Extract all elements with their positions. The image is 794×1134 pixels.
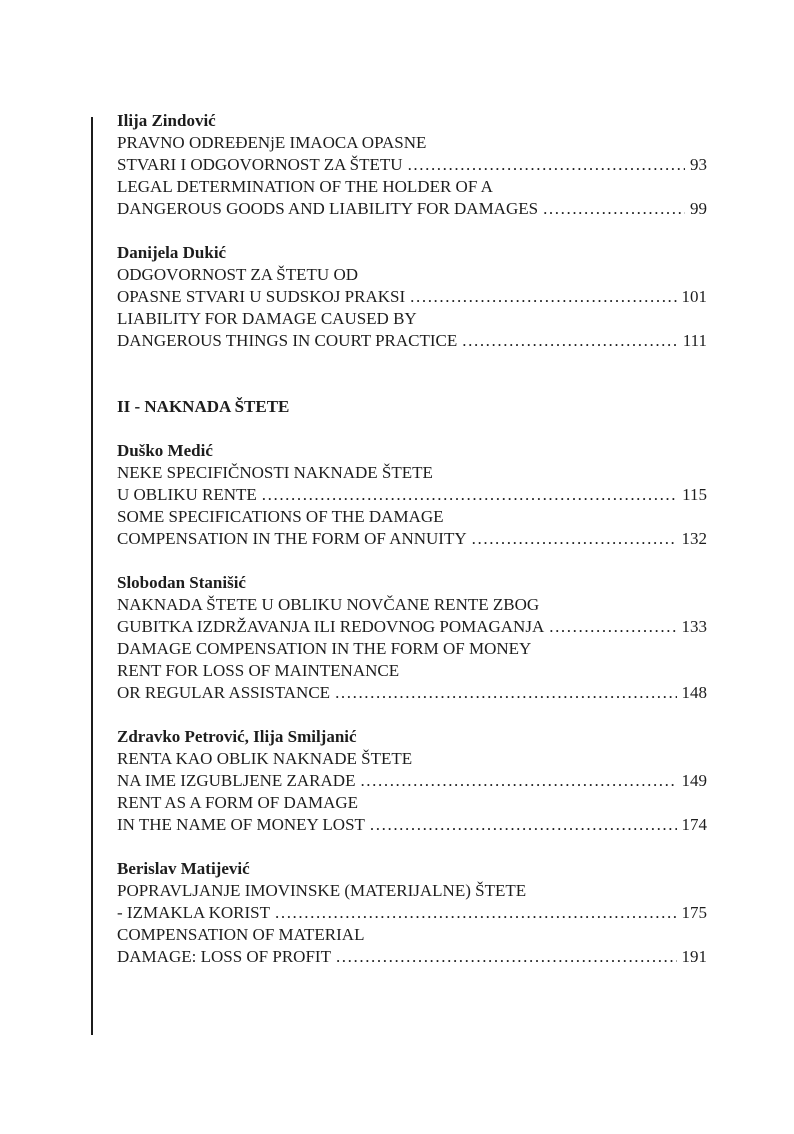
entry-authors: Berislav Matijević [117, 859, 250, 878]
left-margin-rule [91, 117, 93, 1035]
title-text: SOME SPECIFICATIONS OF THE DAMAGE [117, 507, 444, 526]
title-text: ODGOVORNOST ZA ŠTETU OD [117, 265, 358, 284]
page-number: 93 [690, 155, 707, 174]
title-text: COMPENSATION IN THE FORM OF ANNUITY [117, 529, 467, 548]
dot-leader [543, 198, 685, 220]
entry-authors: Duško Medić [117, 441, 213, 460]
title-text: NA IME IZGUBLJENE ZARADE [117, 771, 356, 790]
page-number: 115 [682, 485, 707, 504]
title-text: OPASNE STVARI U SUDSKOJ PRAKSI [117, 287, 406, 306]
entry-authors: Danijela Dukić [117, 243, 227, 262]
page-number: 174 [681, 815, 707, 834]
title-text: RENTA KAO OBLIK NAKNADE ŠTETE [117, 749, 413, 768]
dot-leader [549, 616, 676, 638]
entry-title-line [117, 682, 707, 704]
page-number: 133 [681, 617, 707, 636]
entry-title-line [117, 638, 707, 660]
title-text: PRAVNO ODREĐENjE IMAOCA OPASNE [117, 133, 427, 152]
entry-title-line [117, 880, 707, 902]
entry-title-line [117, 132, 707, 154]
page-number: 175 [681, 903, 707, 922]
entry-title-line [117, 814, 707, 836]
title-text: - IZMAKLA KORIST [117, 903, 270, 922]
toc-entry [117, 440, 707, 550]
entry-authors: Ilija Zindović [117, 111, 216, 130]
dot-leader [360, 770, 676, 792]
page-number: 99 [690, 199, 707, 218]
title-text: RENT AS A FORM OF DAMAGE [117, 793, 359, 812]
title-text: DANGEROUS THINGS IN COURT PRACTICE [117, 331, 458, 350]
title-text: STVARI I ODGOVORNOST ZA ŠTETU [117, 155, 403, 174]
page-number: 191 [681, 947, 707, 966]
entry-title-line [117, 924, 707, 946]
entry-title-line [117, 616, 707, 638]
dot-leader [275, 902, 677, 924]
title-text: GUBITKA IZDRŽAVANJA ILI REDOVNOG POMAGANJA [117, 617, 545, 636]
toc-entry [117, 242, 707, 352]
entry-title-line [117, 902, 707, 924]
entry-title-line [117, 330, 707, 352]
title-text: RENT FOR LOSS OF MAINTENANCE [117, 661, 400, 680]
page-number: 148 [681, 683, 707, 702]
title-text: U OBLIKU RENTE [117, 485, 257, 504]
title-text: COMPENSATION OF MATERIAL [117, 925, 365, 944]
title-text: IN THE NAME OF MONEY LOST [117, 815, 365, 834]
title-text: LEGAL DETERMINATION OF THE HOLDER OF A [117, 177, 493, 196]
entry-title-line [117, 198, 707, 220]
dot-leader [370, 814, 677, 836]
title-text: NEKE SPECIFIČNOSTI NAKNADE ŠTETE [117, 463, 433, 482]
dot-leader [262, 484, 677, 506]
title-text: DAMAGE: LOSS OF PROFIT [117, 947, 331, 966]
entry-title-line [117, 506, 707, 528]
dot-leader [336, 946, 677, 968]
entry-title-line [117, 792, 707, 814]
dot-leader [408, 154, 685, 176]
entry-title-line [117, 594, 707, 616]
entry-title-line [117, 154, 707, 176]
page-number: 132 [681, 529, 707, 548]
entry-title-line [117, 528, 707, 550]
dot-leader [462, 330, 677, 352]
toc-content [117, 110, 707, 968]
page-number: 149 [681, 771, 707, 790]
entry-title-line [117, 748, 707, 770]
dot-leader [472, 528, 677, 550]
toc-entry [117, 110, 707, 220]
toc-entry [117, 572, 707, 704]
page-number: 101 [681, 287, 707, 306]
entry-title-line [117, 308, 707, 330]
entry-title-line [117, 660, 707, 682]
entry-title-line [117, 264, 707, 286]
toc-entry [117, 858, 707, 968]
toc-entry [117, 726, 707, 836]
title-text: DANGEROUS GOODS AND LIABILITY FOR DAMAGES [117, 199, 539, 218]
title-text: POPRAVLJANJE IMOVINSKE (MATERIJALNE) ŠTETE [117, 881, 527, 900]
entry-title-line [117, 946, 707, 968]
title-text: NAKNADA ŠTETE U OBLIKU NOVČANE RENTE ZBOG [117, 595, 540, 614]
entry-title-line [117, 176, 707, 198]
entry-authors: Slobodan Stanišić [117, 573, 246, 592]
title-text: OR REGULAR ASSISTANCE [117, 683, 331, 702]
entry-authors: Zdravko Petrović, Ilija Smiljanić [117, 727, 357, 746]
entry-title-line [117, 770, 707, 792]
dot-leader [335, 682, 676, 704]
title-text: LIABILITY FOR DAMAGE CAUSED BY [117, 309, 417, 328]
section-heading: II - NAKNADA ŠTETE [117, 397, 290, 416]
dot-leader [410, 286, 676, 308]
entry-title-line [117, 462, 707, 484]
title-text: DAMAGE COMPENSATION IN THE FORM OF MONEY [117, 639, 532, 658]
entry-title-line [117, 286, 707, 308]
page-number: 111 [682, 331, 707, 350]
entry-title-line [117, 484, 707, 506]
